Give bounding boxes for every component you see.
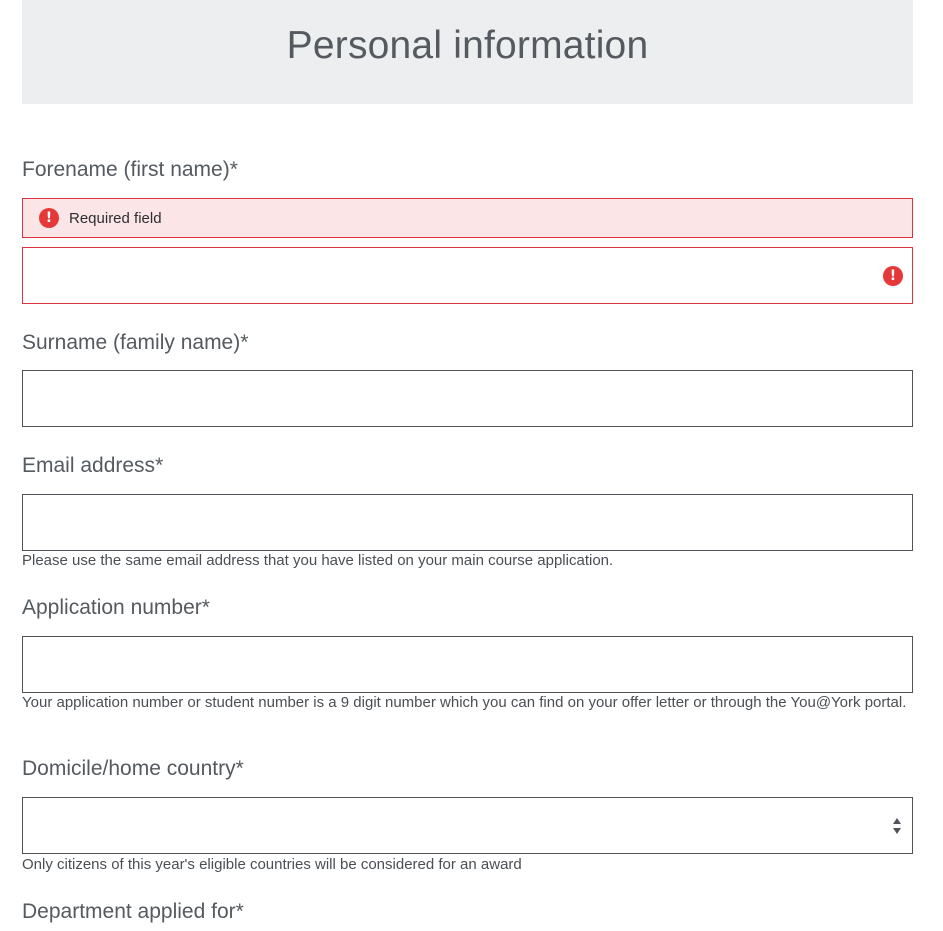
application-number-input[interactable] (22, 636, 913, 693)
forename-label-text: Forename (first name) (22, 158, 230, 181)
application-number-label-text: Application number (22, 596, 202, 619)
domicile-select[interactable] (22, 797, 913, 854)
email-label-text: Email address (22, 454, 156, 477)
sort-arrows-icon (892, 817, 902, 835)
domicile-label (22, 757, 244, 781)
email-input[interactable] (22, 494, 913, 551)
domicile-label-text: Domicile/home country (22, 757, 236, 780)
required-marker: * (229, 158, 238, 181)
exclamation-circle-icon: ! (39, 208, 59, 228)
section-header (22, 0, 913, 104)
department-label (22, 900, 244, 924)
page-title: Personal information (286, 24, 649, 67)
exclamation-circle-icon: ! (883, 266, 903, 286)
department-label-text: Department applied for (22, 900, 236, 923)
error-text: Required field (69, 209, 162, 227)
forename-input[interactable] (22, 247, 913, 304)
forename-error-message (22, 198, 913, 238)
required-marker: * (240, 331, 249, 354)
application-number-help-text: Your application number or student number is a 9 digit number which you can find on your offer letter or through the You@York portal. (22, 694, 907, 711)
email-help-text: Please use the same email address that you have listed on your main course application. (22, 552, 614, 569)
domicile-help-text: Only citizens of this year's eligible countries will be considered for an award (22, 856, 522, 873)
application-number-label (22, 596, 210, 620)
surname-label (22, 331, 248, 355)
surname-input[interactable] (22, 370, 913, 427)
email-label (22, 454, 163, 478)
required-marker: * (235, 900, 244, 923)
required-marker: * (155, 454, 164, 477)
surname-label-text: Surname (family name) (22, 331, 241, 354)
required-marker: * (201, 596, 210, 619)
forename-label (22, 158, 238, 182)
required-marker: * (235, 757, 244, 780)
